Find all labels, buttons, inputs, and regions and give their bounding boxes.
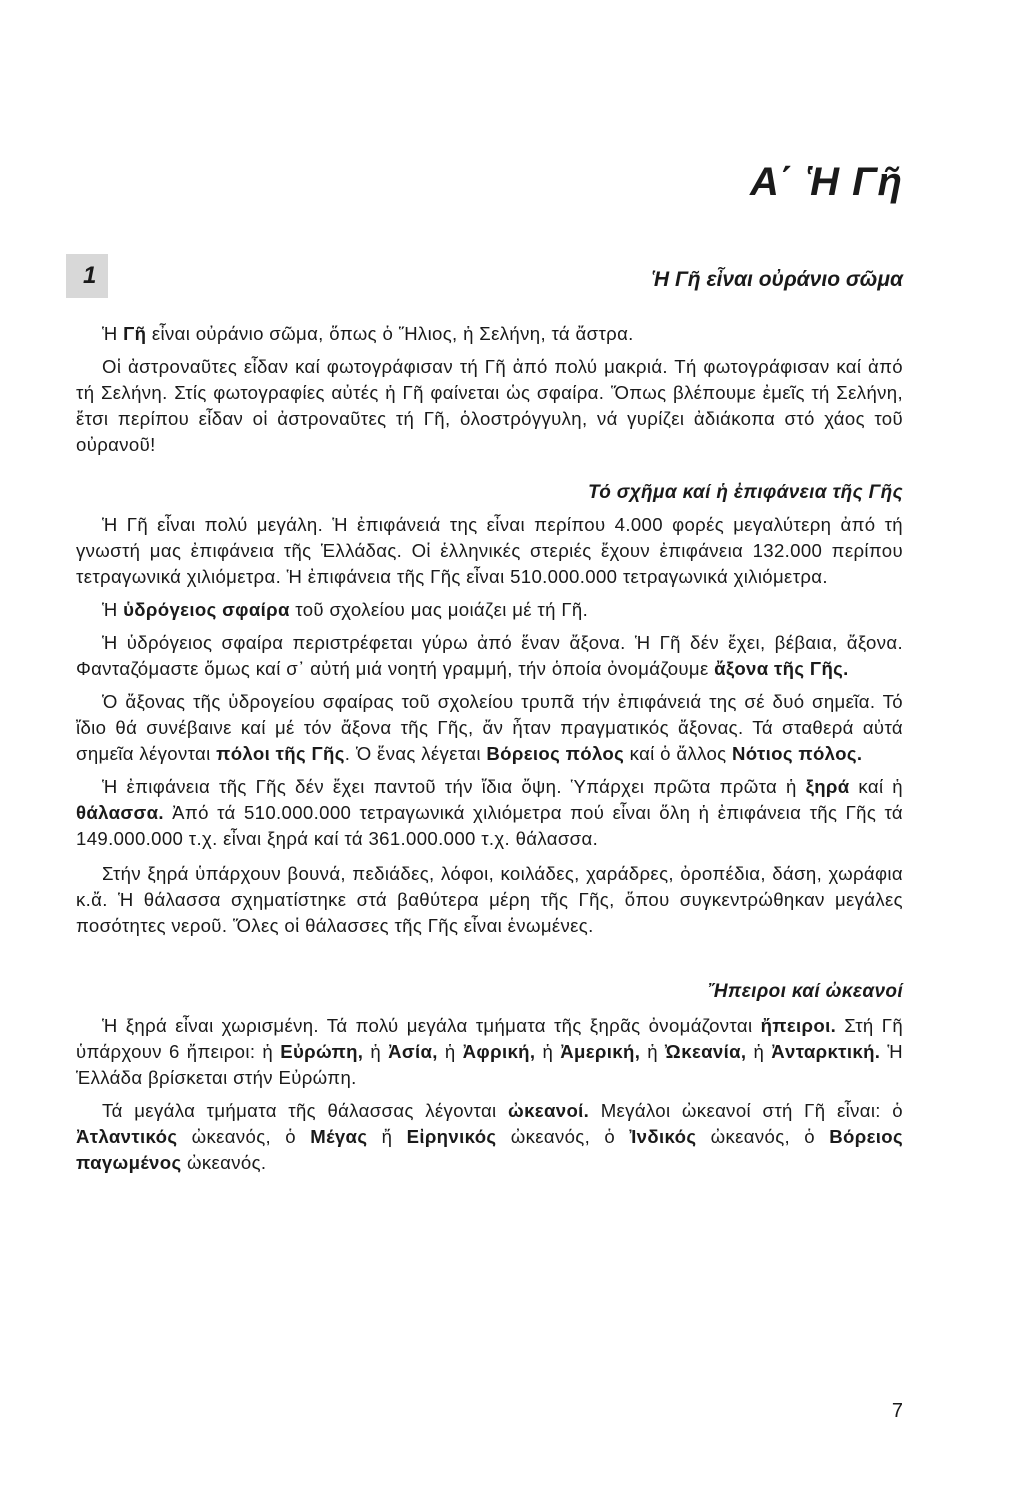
bold-term: Νότιος πόλος. [732, 743, 863, 764]
paragraph-10 [76, 1098, 903, 1176]
page-body [76, 321, 903, 1176]
section-title: Ἡ Γῆ εἶναι οὐράνιο σῶμα [651, 268, 903, 291]
subsection-title-continents: Ἤπειροι καί ὠκεανοί [708, 981, 903, 1002]
text-run: καί ἡ [849, 776, 903, 797]
bold-term: ὠκεανοί. [508, 1100, 590, 1121]
bold-term: Γῆ [123, 323, 147, 344]
bold-term: πόλοι τῆς Γῆς [216, 743, 345, 764]
text-run: ὠκεανός, ὁ [177, 1126, 311, 1147]
page-number: 7 [891, 1400, 903, 1422]
paragraph-1 [76, 321, 903, 347]
paragraph-5 [76, 630, 903, 682]
text-run: Ὁ ἄξονας τῆς ὑδρογείου σφαίρας τοῦ σχολείου τρυπᾶ τήν ἐπιφάνειά της σέ δυό σημεῖα. Τό ἴδιο θά συνέβαινε καί μέ τόν ἄξονα τῆς Γῆς, ἄν ἦταν πραγματικός ἄξονας. Τά σταθερά αὐτά σημεῖα λέγονται [76, 691, 903, 764]
text-run: ὠκεανός, ὁ [496, 1126, 630, 1147]
chapter-title: Α΄ Ἡ Γῆ [749, 160, 903, 204]
bold-term: ἄξονα τῆς Γῆς. [714, 658, 849, 679]
text-run: . Ὁ ἕνας λέγεται [344, 743, 487, 764]
paragraph-9 [76, 1013, 903, 1091]
paragraph-7 [76, 774, 903, 852]
text-run: Στή Γῆ ὑπάρχουν 6 ἤπειροι: ἡ [76, 1015, 904, 1062]
text-run: ὠκεανός, ὁ [696, 1126, 830, 1147]
text-run: ἡ [746, 1041, 772, 1062]
text-run: ἤ [367, 1126, 407, 1147]
bold-term: Μέγας [310, 1126, 368, 1147]
text-run: καί ὁ ἄλλος [624, 743, 733, 764]
text-run: Ἡ ἐπιφάνεια τῆς Γῆς δέν ἔχει παντοῦ τήν ἴδια ὄψη. Ὑπάρχει πρῶτα πρῶτα ἡ [102, 776, 806, 797]
bold-term: ἤπειροι. [760, 1015, 837, 1036]
text-run: ὠκεανός. [181, 1152, 267, 1173]
text-run: Ἡ Ἑλλάδα βρίσκεται στήν Εὐρώπη. [76, 1041, 903, 1088]
bold-term: Βόρειος παγωμένος [76, 1126, 904, 1173]
paragraph-2: Οἱ ἀστροναῦτες εἶδαν καί φωτογράφισαν τή Γῆ ἀπό πολύ μακριά. Τή φωτογράφισαν καί ἀπό τή Σελήνη. Στίς φωτογραφίες αὐτές ἡ Γῆ φαίνεται ὡς σφαίρα. Ὅπως βλέπουμε ἐμεῖς τή Σελήνη, ἔτσι περίπου εἶδαν οἱ ἀστροναῦτες τή Γῆ, ὁλοστρόγγυλη, νά γυρίζει ἀδιάκοπα στό χάος τοῦ οὐρανοῦ! [76, 356, 903, 455]
text-run: εἶναι οὐράνιο σῶμα, ὅπως ὁ Ἥλιος, ἡ Σελήνη, τά ἄστρα. [146, 323, 634, 344]
text-run: ἡ [535, 1041, 561, 1062]
bold-term: θάλασσα. [76, 802, 164, 823]
bold-term: Ἀμερική, [560, 1041, 641, 1062]
text-run: ἡ [437, 1041, 463, 1062]
bold-term: Ἀφρική, [462, 1041, 536, 1062]
bold-term: Ὠκεανία, [665, 1041, 747, 1062]
text-run: Ἡ ξηρά εἶναι χωρισμένη. Τά πολύ μεγάλα τμήματα τῆς ξηρᾶς ὀνομάζονται [102, 1015, 761, 1036]
bold-term: Εὐρώπη, [280, 1041, 364, 1062]
text-run: ἡ [363, 1041, 389, 1062]
text-run: Ἡ [102, 323, 124, 344]
paragraph-8: Στήν ξηρά ὑπάρχουν βουνά, πεδιάδες, λόφοι, κοιλάδες, χαράδρες, ὀροπέδια, δάση, χωράφια κ.ἄ. Ἡ θάλασσα σχηματίστηκε στά βαθύτερα μέρη τῆς Γῆς, ὅπου συγκεντρώθηκαν μεγάλες ποσότητες νεροῦ. Ὅλες οἱ θάλασσες τῆς Γῆς εἶναι ἑνωμένες. [76, 863, 903, 936]
bold-term: Ἀνταρκτική. [771, 1041, 881, 1062]
bold-term: Βόρειος πόλος [486, 743, 625, 764]
paragraph-6 [76, 689, 903, 767]
text-run: ἡ [640, 1041, 666, 1062]
text-run: Ἡ [102, 599, 124, 620]
section-number-badge: 1 [66, 254, 108, 298]
text-run: Τά μεγάλα τμήματα τῆς θάλασσας λέγονται [102, 1100, 509, 1121]
text-run: Ἡ ὑδρόγειος σφαίρα περιστρέφεται γύρω ἀπό ἕναν ἄξονα. Ἡ Γῆ δέν ἔχει, βέβαια, ἄξονα. Φανταζόμαστε ὅμως καί σ᾽ αὐτή μιά νοητή γραμμή, τήν ὁποία ὀνομάζουμε [76, 632, 903, 679]
text-run: Μεγάλοι ὠκεανοί στή Γῆ εἶναι: ὁ [589, 1100, 903, 1121]
text-run: τοῦ σχολείου μας μοιάζει μέ τή Γῆ. [289, 599, 589, 620]
text-run: Ἀπό τά 510.000.000 τετραγωνικά χιλιόμετρα πού εἶναι ὅλη ἡ ἐπιφάνεια τῆς Γῆς τά 149.000.000 τ.χ. εἶναι ξηρά καί τά 361.000.000 τ.χ. θάλασσα. [76, 802, 903, 849]
subsection-title-shape: Τό σχῆμα καί ἡ ἐπιφάνεια τῆς Γῆς [587, 482, 903, 503]
bold-term: Εἰρηνικός [406, 1126, 497, 1147]
paragraph-3: Ἡ Γῆ εἶναι πολύ μεγάλη. Ἡ ἐπιφάνειά της εἶναι περίπου 4.000 φορές μεγαλύτερη ἀπό τή γνωστή μας ἐπιφάνεια τῆς Ἑλλάδας. Οἱ ἑλληνικές στεριές ἔχουν ἐπιφάνεια 132.000 περίπου τετραγωνικά χιλιόμετρα. Ἡ ἐπιφάνεια τῆς Γῆς εἶναι 510.000.000 τετραγωνικά χιλιόμετρα. [76, 514, 903, 587]
paragraph-4 [76, 597, 903, 623]
bold-term: ὑδρόγειος σφαίρα [123, 599, 290, 620]
bold-term: Ἀτλαντικός [76, 1126, 178, 1147]
bold-term: Ἰνδικός [629, 1126, 697, 1147]
bold-term: ξηρά [805, 776, 850, 797]
bold-term: Ἀσία, [388, 1041, 438, 1062]
